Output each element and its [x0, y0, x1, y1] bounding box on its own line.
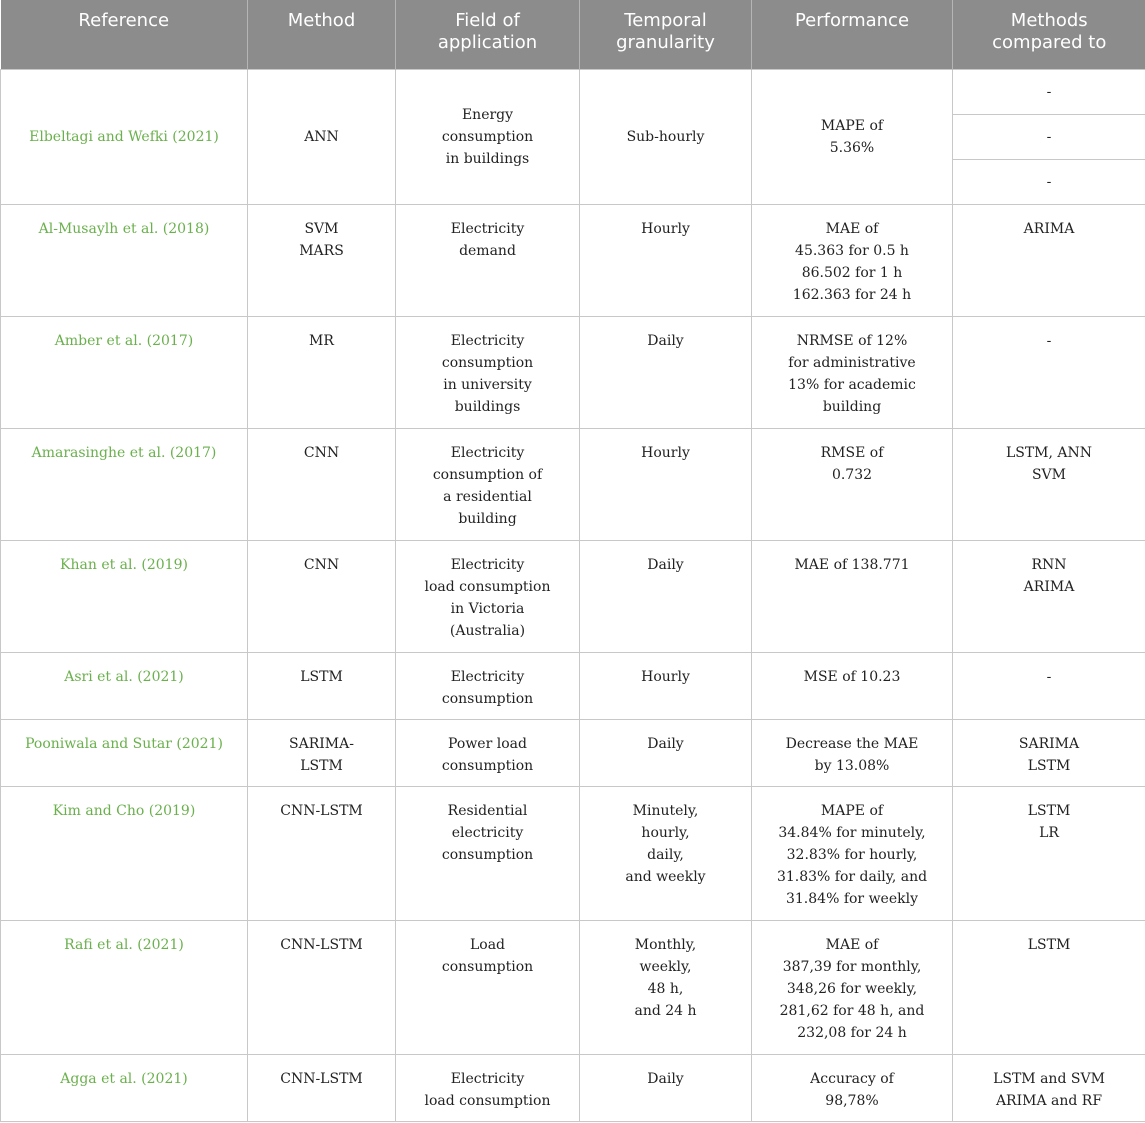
- table-row: [1, 540, 1145, 652]
- performance-cell-line: 387,39 for monthly,: [782, 958, 922, 975]
- performance-cell-line: MAPE of: [820, 802, 884, 819]
- compared-cell-line: LSTM, ANN: [1005, 444, 1093, 461]
- compared-cell-line: LR: [1039, 824, 1059, 841]
- field-cell-line: in buildings: [445, 150, 530, 167]
- field-cell-line: building: [458, 510, 517, 527]
- granularity-cell-line: Daily: [647, 735, 684, 752]
- compared-cell-line: ARIMA: [1023, 220, 1075, 237]
- performance-cell-line: 0.732: [831, 466, 873, 483]
- performance-cell-line: RMSE of: [820, 444, 884, 461]
- performance-cell-line: 86.502 for 1 h: [801, 264, 903, 281]
- field-cell-line: Electricity: [450, 444, 525, 461]
- compared-cell-line: ARIMA and RF: [995, 1092, 1103, 1109]
- performance-cell: [752, 69, 953, 204]
- table-row: [1, 69, 1145, 114]
- compared-cell: [953, 719, 1145, 786]
- performance-cell-line: 281,62 for 48 h, and: [779, 1002, 925, 1019]
- performance-cell-line: building: [822, 398, 882, 415]
- granularity-cell-line: Daily: [647, 556, 684, 573]
- compared-cell-line: SVM: [1031, 466, 1067, 483]
- field-cell: [396, 1054, 580, 1121]
- field-cell-line: consumption: [441, 757, 534, 774]
- table-row: [1, 316, 1145, 428]
- header-row: [1, 0, 1145, 69]
- granularity-cell: [580, 920, 752, 1054]
- field-cell: [396, 652, 580, 719]
- performance-cell: [752, 540, 953, 652]
- method-cell: [248, 540, 396, 652]
- field-cell-line: consumption: [441, 690, 534, 707]
- field-cell-line: consumption of: [432, 466, 543, 483]
- field-cell-line: Load: [469, 936, 506, 953]
- compared-cell-line: LSTM: [1027, 936, 1071, 953]
- method-cell-line: ANN: [304, 128, 339, 145]
- granularity-cell-line: 48 h,: [647, 980, 684, 997]
- performance-cell-line: MSE of 10.23: [803, 668, 901, 685]
- method-cell: [248, 1054, 396, 1121]
- reference-link[interactable]: Asri et al. (2021): [1, 652, 248, 719]
- table-body: [1, 69, 1145, 1121]
- field-cell-line: Electricity: [450, 1070, 525, 1087]
- compared-cell: [953, 1054, 1145, 1121]
- granularity-cell: [580, 428, 752, 540]
- compared-cell: [953, 920, 1145, 1054]
- field-cell: [396, 69, 580, 204]
- compared-cell: -: [953, 159, 1145, 204]
- header-reference: [1, 0, 248, 69]
- field-cell-line: (Australia): [449, 622, 526, 639]
- granularity-cell: [580, 719, 752, 786]
- performance-cell-line: 98,78%: [825, 1092, 879, 1109]
- granularity-cell-line: weekly,: [639, 958, 692, 975]
- header-granularity: [580, 0, 752, 69]
- performance-cell-line: 45.363 for 0.5 h: [795, 242, 909, 259]
- header-performance: [752, 0, 953, 69]
- reference-link[interactable]: Pooniwala and Sutar (2021): [1, 719, 248, 786]
- method-cell: [248, 786, 396, 920]
- reference-link[interactable]: Amber et al. (2017): [1, 316, 248, 428]
- field-cell-line: electricity: [451, 824, 524, 841]
- performance-cell-line: MAE of: [825, 220, 879, 237]
- performance-cell-line: NRMSE of 12%: [796, 332, 908, 349]
- performance-cell-line: 13% for academic: [788, 376, 916, 393]
- compared-cell: [953, 428, 1145, 540]
- performance-cell-line: 348,26 for weekly,: [786, 980, 918, 997]
- compared-cell: -: [953, 69, 1145, 114]
- header-method: [248, 0, 396, 69]
- field-cell-line: consumption: [441, 958, 534, 975]
- performance-cell: [752, 920, 953, 1054]
- compared-cell: [953, 786, 1145, 920]
- compared-cell: -: [953, 114, 1145, 159]
- granularity-cell: [580, 652, 752, 719]
- performance-cell-line: 162.363 for 24 h: [792, 286, 912, 303]
- granularity-cell-line: daily,: [647, 846, 684, 863]
- granularity-cell: [580, 786, 752, 920]
- method-cell: [248, 719, 396, 786]
- performance-cell-line: 31.83% for daily, and: [776, 868, 928, 885]
- performance-cell-line: 34.84% for minutely,: [778, 824, 926, 841]
- method-cell-line: LSTM: [300, 757, 343, 774]
- compared-cell-line: RNN: [1031, 556, 1067, 573]
- header-field: [396, 0, 580, 69]
- field-cell-line: consumption: [441, 128, 534, 145]
- performance-cell-line: Accuracy of: [810, 1070, 894, 1087]
- method-cell-line: LSTM: [300, 668, 343, 685]
- field-cell-line: Residential: [447, 802, 528, 819]
- field-cell: [396, 204, 580, 316]
- granularity-cell-line: Hourly: [641, 444, 690, 461]
- reference-link[interactable]: Al-Musaylh et al. (2018): [1, 204, 248, 316]
- field-cell: [396, 316, 580, 428]
- performance-cell-line: MAE of 138.771: [794, 556, 910, 573]
- compared-cell: [953, 316, 1145, 428]
- compared-cell-line: SARIMA: [1018, 735, 1080, 752]
- method-cell-line: CNN-LSTM: [280, 936, 363, 953]
- field-cell-line: in Victoria: [450, 600, 525, 617]
- granularity-cell: [580, 69, 752, 204]
- field-cell-line: demand: [459, 242, 516, 259]
- compared-cell-line: LSTM: [1027, 757, 1071, 774]
- header-compared: [953, 0, 1145, 69]
- granularity-cell-line: Sub-hourly: [626, 128, 705, 145]
- granularity-cell-line: Monthly,: [634, 936, 697, 953]
- table-row: [1, 786, 1145, 920]
- field-cell-line: consumption: [441, 354, 534, 371]
- field-cell-line: Electricity: [450, 668, 525, 685]
- granularity-cell-line: Daily: [647, 1070, 684, 1087]
- field-cell: [396, 428, 580, 540]
- header-text: application: [437, 32, 538, 53]
- field-cell-line: load consumption: [424, 1092, 551, 1109]
- granularity-cell-line: and weekly: [625, 868, 706, 885]
- header-text: compared to: [992, 32, 1107, 53]
- header-text: Field of: [455, 10, 520, 31]
- table-row: [1, 920, 1145, 1054]
- granularity-cell: [580, 204, 752, 316]
- field-cell-line: Energy: [461, 106, 514, 123]
- compared-cell-line: -: [1046, 332, 1052, 349]
- granularity-cell: [580, 540, 752, 652]
- performance-cell-line: 32.83% for hourly,: [786, 846, 918, 863]
- header-text: granularity: [616, 32, 715, 53]
- method-cell: [248, 69, 396, 204]
- compared-cell-line: ARIMA: [1023, 578, 1075, 595]
- method-cell: [248, 920, 396, 1054]
- compared-cell: [953, 204, 1145, 316]
- reference-link[interactable]: Amarasinghe et al. (2017): [1, 428, 248, 540]
- granularity-cell-line: Minutely,: [632, 802, 699, 819]
- performance-cell-line: 31.84% for weekly: [785, 890, 918, 907]
- field-cell-line: load consumption: [424, 578, 551, 595]
- granularity-cell: [580, 316, 752, 428]
- granularity-cell-line: Daily: [647, 332, 684, 349]
- compared-cell-line: LSTM and SVM: [993, 1070, 1105, 1087]
- compared-cell-line: -: [1046, 668, 1052, 685]
- field-cell: [396, 719, 580, 786]
- table-row: [1, 1054, 1145, 1121]
- method-cell-line: MR: [309, 332, 334, 349]
- compared-cell: [953, 652, 1145, 719]
- method-cell-line: CNN: [303, 444, 340, 461]
- field-cell: [396, 786, 580, 920]
- performance-cell-line: MAE of: [825, 936, 879, 953]
- performance-cell: [752, 428, 953, 540]
- reference-link[interactable]: Rafi et al. (2021): [1, 920, 248, 1054]
- field-cell-line: a residential: [443, 488, 532, 505]
- field-cell-line: Electricity: [450, 332, 525, 349]
- field-cell: [396, 920, 580, 1054]
- field-cell: [396, 540, 580, 652]
- performance-cell-line: 5.36%: [829, 139, 875, 156]
- reference-link[interactable]: Elbeltagi and Wefki (2021): [1, 69, 248, 204]
- header-text: Reference: [78, 10, 170, 31]
- field-cell-line: buildings: [454, 398, 521, 415]
- field-cell-line: Electricity: [450, 220, 525, 237]
- performance-cell-line: for administrative: [788, 354, 916, 371]
- performance-cell: [752, 1054, 953, 1121]
- granularity-cell-line: Hourly: [641, 220, 690, 237]
- method-cell-line: CNN-LSTM: [280, 1070, 363, 1087]
- header-text: Temporal: [624, 10, 707, 31]
- performance-cell-line: MAPE of: [820, 117, 884, 134]
- performance-cell-line: Decrease the MAE: [785, 735, 919, 752]
- field-cell-line: consumption: [441, 846, 534, 863]
- table-row: [1, 652, 1145, 719]
- header-text: Method: [287, 10, 356, 31]
- performance-cell: [752, 786, 953, 920]
- performance-cell-line: 232,08 for 24 h: [797, 1024, 907, 1041]
- reference-link[interactable]: Khan et al. (2019): [1, 540, 248, 652]
- header-text: Performance: [794, 10, 910, 31]
- method-cell: [248, 204, 396, 316]
- field-cell-line: Electricity: [450, 556, 525, 573]
- table-row: [1, 204, 1145, 316]
- granularity-cell-line: Hourly: [641, 668, 690, 685]
- table-row: [1, 428, 1145, 540]
- table-row: [1, 719, 1145, 786]
- performance-cell: [752, 652, 953, 719]
- compared-cell-line: LSTM: [1027, 802, 1071, 819]
- reference-link[interactable]: Kim and Cho (2019): [1, 786, 248, 920]
- performance-cell: [752, 316, 953, 428]
- compared-cell: [953, 540, 1145, 652]
- performance-cell: [752, 204, 953, 316]
- field-cell-line: Power load: [448, 735, 527, 752]
- performance-cell: [752, 719, 953, 786]
- method-cell: [248, 652, 396, 719]
- method-cell-line: MARS: [299, 242, 344, 259]
- method-cell-line: SARIMA-: [289, 735, 354, 752]
- method-cell: [248, 316, 396, 428]
- method-cell-line: CNN-LSTM: [280, 802, 363, 819]
- header-text: Methods: [1010, 10, 1088, 31]
- reference-link[interactable]: Agga et al. (2021): [1, 1054, 248, 1121]
- granularity-cell-line: and 24 h: [634, 1002, 697, 1019]
- performance-cell-line: by 13.08%: [814, 757, 890, 774]
- granularity-cell: [580, 1054, 752, 1121]
- method-cell: [248, 428, 396, 540]
- granularity-cell-line: hourly,: [641, 824, 690, 841]
- method-cell-line: CNN: [303, 556, 340, 573]
- field-cell-line: in university: [443, 376, 532, 393]
- method-cell-line: SVM: [304, 220, 339, 237]
